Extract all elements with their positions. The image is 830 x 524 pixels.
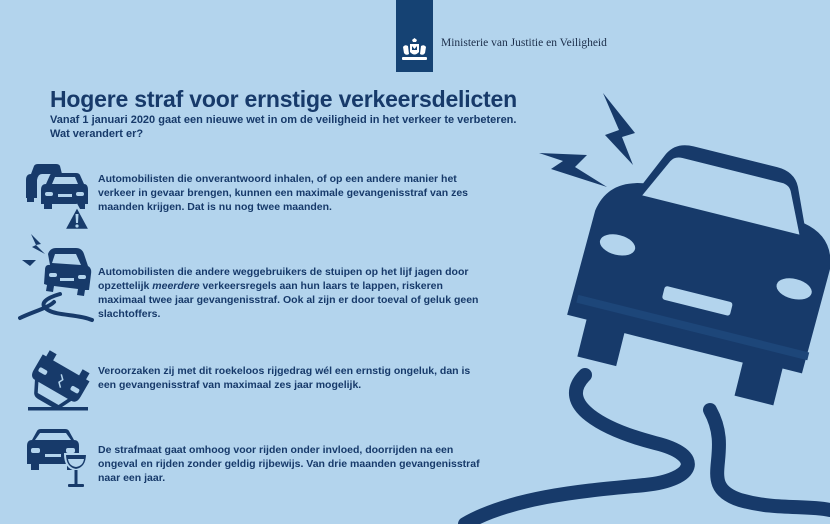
- item-text-4: De strafmaat gaat omhoog voor rijden onder invloed, doorrijden na een ongeval en rijden zonder geldig rijbewijs. Van drie maanden gevangenisstraf naar een jaar.: [98, 444, 480, 484]
- item-text-3: Veroorzaken zij met dit roekeloos rijgedrag wél een ernstig ongeluk, dan is een gevangenisstraf van maximaal zes jaar mogelijk.: [98, 365, 471, 391]
- page-title: Hogere straf voor ernstige verkeersdelicten: [50, 86, 517, 112]
- item-text-2-emphasis: meerdere: [152, 280, 200, 292]
- intro-line-2: Wat verandert er?: [50, 128, 144, 140]
- item-text-2-part-1: Automobilisten die andere weggebruikers de stuipen op het lijf jagen door opzettelijk: [98, 266, 469, 292]
- government-logo-bar: [396, 0, 433, 72]
- item-text-1: Automobilisten die onverantwoord inhalen, of op een andere manier het verkeer in gevaar brengen, kunnen een maximale gevangenisstraf van zes maanden krijgen. Dat is nu nog twee maanden.: [98, 173, 468, 213]
- intro-line-1: Vanaf 1 januari 2020 gaat een nieuwe wet in om de veiligheid in het verkeer te verbeteren.: [50, 114, 517, 126]
- skidding-car-illustration-icon: [455, 85, 830, 524]
- ministry-name: Ministerie van Justitie en Veiligheid: [441, 37, 607, 49]
- coat-of-arms-icon: [401, 38, 428, 64]
- intro-text: [50, 113, 520, 141]
- car-wineglass-icon: [25, 428, 93, 492]
- skidding-car-icon: [18, 232, 100, 324]
- item-text-2: [98, 265, 488, 321]
- item-text-2-part-2: verkeersregels aan hun laars te lappen, riskeren maximaal twee jaar gevangenisstraf. Ook al zijn er door toeval of geluk geen slachtoffers.: [98, 280, 479, 320]
- cars-warning-icon: [24, 164, 96, 232]
- overturned-car-icon: [26, 343, 98, 413]
